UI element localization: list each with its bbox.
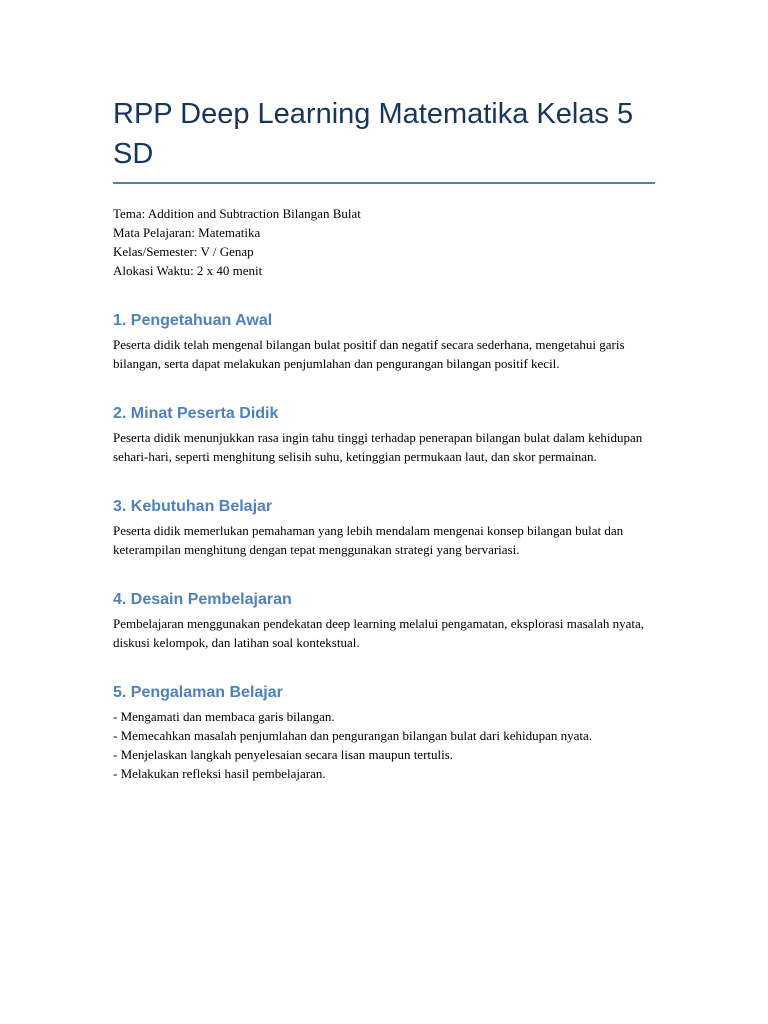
section-kebutuhan-belajar [113, 497, 655, 559]
section-body: Peserta didik memerlukan pemahaman yang lebih mendalam mengenai konsep bilangan bulat dan keterampilan menghitung dengan tepat menggunakan strategi yang bervariasi. [113, 523, 624, 557]
document-page [113, 94, 655, 783]
list-item: - Menjelaskan langkah penyelesaian secara lisan maupun tertulis. [113, 747, 454, 762]
section-body: Pembelajaran menggunakan pendekatan deep learning melalui pengamatan, eksplorasi masalah nyata, diskusi kelompok, dan latihan soal kontekstual. [113, 616, 644, 650]
meta-mata-pelajaran: Mata Pelajaran: Matematika [113, 225, 261, 240]
section-heading: 3. Kebutuhan Belajar [113, 498, 273, 515]
section-heading: 1. Pengetahuan Awal [113, 312, 273, 329]
section-heading: 4. Desain Pembelajaran [113, 591, 292, 608]
section-body: Peserta didik menunjukkan rasa ingin tahu tinggi terhadap penerapan bilangan bulat dalam kehidupan sehari-hari, seperti menghitung selisih suhu, ketinggian permukaan laut, dan skor permainan. [113, 430, 643, 464]
section-pengalaman-belajar [113, 683, 655, 783]
section-body [113, 707, 655, 783]
meta-tema: Tema: Addition and Subtraction Bilangan Bulat [113, 206, 361, 221]
meta-alokasi-waktu: Alokasi Waktu: 2 x 40 menit [113, 263, 263, 278]
list-item: - Melakukan refleksi hasil pembelajaran. [113, 766, 326, 781]
meta-kelas-semester: Kelas/Semester: V / Genap [113, 244, 254, 259]
section-pengetahuan-awal [113, 311, 655, 373]
section-heading: 2. Minat Peserta Didik [113, 405, 279, 422]
section-minat-peserta-didik [113, 404, 655, 466]
list-item: - Memecahkan masalah penjumlahan dan pengurangan bilangan bulat dari kehidupan nyata. [113, 728, 593, 743]
section-heading: 5. Pengalaman Belajar [113, 684, 283, 701]
section-desain-pembelajaran [113, 590, 655, 652]
page-title: RPP Deep Learning Matematika Kelas 5 SD [113, 94, 655, 184]
section-body: Peserta didik telah mengenal bilangan bulat positif dan negatif secara sederhana, mengetahui garis bilangan, serta dapat melakukan penjumlahan dan pengurangan bilangan positif kecil. [113, 337, 625, 371]
list-item: - Mengamati dan membaca garis bilangan. [113, 709, 335, 724]
document-meta [113, 204, 655, 280]
